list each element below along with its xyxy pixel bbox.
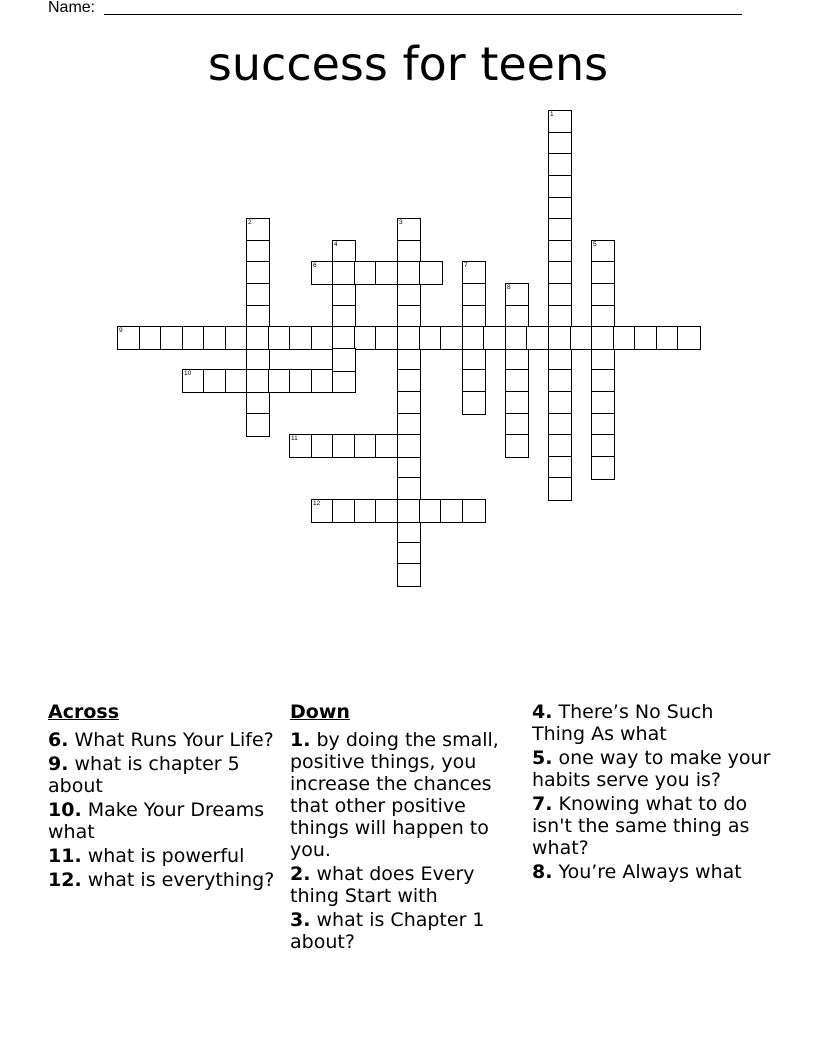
clue-item-text: what is everything? [81, 869, 275, 891]
clue-item [532, 793, 772, 859]
grid-cell[interactable] [397, 456, 421, 480]
clue-item-number: 4. [532, 701, 553, 723]
clue-number: 6 [313, 262, 317, 269]
clue-item-number: 5. [532, 747, 553, 769]
grid-cell[interactable] [397, 542, 421, 566]
clue-item [532, 747, 772, 791]
clue-item [48, 869, 280, 891]
grid-cell[interactable] [397, 413, 421, 437]
grid-cell[interactable] [332, 434, 356, 458]
grid-cell[interactable] [354, 499, 378, 523]
grid-cell[interactable] [332, 261, 356, 285]
down-heading: Down [290, 701, 350, 723]
grid-cell[interactable] [311, 261, 335, 285]
clue-item-number: 1. [290, 729, 311, 751]
clue-number: 7 [464, 262, 468, 269]
down-list-2 [532, 701, 772, 883]
grid-cell[interactable] [311, 434, 335, 458]
grid-cell[interactable] [225, 369, 249, 393]
grid-cell[interactable] [397, 240, 421, 264]
clue-item-number: 9. [48, 753, 69, 775]
grid-cell[interactable] [505, 283, 529, 307]
down-list-1 [290, 729, 522, 953]
grid-cell[interactable] [397, 326, 421, 350]
clue-item-text: Make Your Dreams what [48, 799, 265, 843]
grid-cell[interactable] [332, 283, 356, 307]
grid-cell[interactable] [462, 499, 486, 523]
grid-cell[interactable] [548, 391, 572, 415]
grid-cell[interactable] [397, 261, 421, 285]
grid-cell[interactable] [397, 520, 421, 544]
clue-item-number: 7. [532, 793, 553, 815]
clue-item [290, 863, 522, 907]
grid-cell[interactable] [548, 456, 572, 480]
grid-cell[interactable] [548, 283, 572, 307]
across-heading: Across [48, 701, 120, 723]
grid-cell[interactable] [505, 305, 529, 329]
clue-item [48, 729, 280, 751]
grid-cell[interactable] [311, 499, 335, 523]
clue-item-number: 12. [48, 869, 82, 891]
grid-cell[interactable] [375, 261, 399, 285]
grid-cell[interactable] [505, 434, 529, 458]
clue-item-number: 3. [290, 909, 311, 931]
grid-cell[interactable] [139, 326, 163, 350]
grid-cell[interactable] [397, 477, 421, 501]
grid-cell[interactable] [591, 456, 615, 480]
grid-cell[interactable] [548, 348, 572, 372]
grid-cell[interactable] [397, 218, 421, 242]
grid-cell[interactable] [332, 240, 356, 264]
grid-cell[interactable] [548, 305, 572, 329]
grid-cell[interactable] [225, 326, 249, 350]
grid-cell[interactable] [397, 348, 421, 372]
grid-cell[interactable] [203, 369, 227, 393]
grid-cell[interactable] [591, 391, 615, 415]
down-clues [290, 701, 522, 955]
clue-number: 3 [399, 219, 403, 226]
clue-item-text: what is powerful [81, 845, 245, 867]
grid-cell[interactable] [656, 326, 680, 350]
across-clues [48, 701, 280, 893]
clue-item-number: 11. [48, 845, 82, 867]
grid-cell[interactable] [332, 305, 356, 329]
clue-number: 5 [593, 241, 597, 248]
grid-cell[interactable] [397, 369, 421, 393]
clue-number: 4 [334, 241, 338, 248]
grid-cell[interactable] [526, 326, 550, 350]
grid-cell[interactable] [397, 434, 421, 458]
grid-cell[interactable] [246, 261, 270, 285]
grid-cell[interactable] [246, 391, 270, 415]
grid-cell[interactable] [289, 434, 313, 458]
clue-item-text: what is Chapter 1 about? [290, 909, 485, 953]
grid-cell[interactable] [483, 326, 507, 350]
down-clues-continued [532, 701, 772, 885]
grid-cell[interactable] [332, 369, 356, 393]
grid-cell[interactable] [548, 413, 572, 437]
grid-cell[interactable] [246, 218, 270, 242]
grid-cell[interactable] [548, 110, 572, 134]
grid-cell[interactable] [591, 283, 615, 307]
clue-item-number: 2. [290, 863, 311, 885]
grid-cell[interactable] [397, 305, 421, 329]
grid-cell[interactable] [332, 326, 356, 350]
grid-cell[interactable] [505, 413, 529, 437]
grid-cell[interactable] [548, 132, 572, 156]
grid-cell[interactable] [462, 326, 486, 350]
grid-cell[interactable] [462, 369, 486, 393]
grid-cell[interactable] [419, 499, 443, 523]
clue-item [48, 799, 280, 843]
across-list [48, 729, 280, 891]
grid-cell[interactable] [548, 477, 572, 501]
grid-cell[interactable] [375, 434, 399, 458]
grid-cell[interactable] [548, 218, 572, 242]
clue-number: 12 [313, 500, 321, 507]
grid-cell[interactable] [268, 326, 292, 350]
grid-cell[interactable] [246, 413, 270, 437]
grid-cell[interactable] [246, 240, 270, 264]
clue-item-text: Knowing what to do isn't the same thing as what? [532, 793, 750, 859]
grid-cell[interactable] [311, 369, 335, 393]
grid-cell[interactable] [117, 326, 141, 350]
grid-cell[interactable] [419, 261, 443, 285]
clue-item-number: 6. [48, 729, 69, 751]
grid-cell[interactable] [505, 326, 529, 350]
grid-cell[interactable] [440, 326, 464, 350]
grid-cell[interactable] [332, 348, 356, 372]
puzzle-title: success for teens [207, 37, 609, 91]
grid-cell[interactable] [677, 326, 701, 350]
clue-item-text: by doing the small, positive things, you increase the chances that other positive things will happen to you. [290, 729, 499, 861]
clue-item-text: What Runs Your Life? [68, 729, 274, 751]
clue-item [290, 729, 522, 861]
grid-cell[interactable] [548, 175, 572, 199]
grid-cell[interactable] [548, 261, 572, 285]
grid-cell[interactable] [354, 261, 378, 285]
grid-cell[interactable] [591, 326, 615, 350]
grid-cell[interactable] [397, 499, 421, 523]
grid-cell[interactable] [397, 563, 421, 587]
grid-cell[interactable] [311, 326, 335, 350]
grid-cell[interactable] [182, 326, 206, 350]
grid-cell[interactable] [591, 369, 615, 393]
clue-number: 10 [184, 370, 192, 377]
grid-cell[interactable] [462, 261, 486, 285]
grid-cell[interactable] [246, 283, 270, 307]
grid-cell[interactable] [591, 413, 615, 437]
grid-cell[interactable] [548, 434, 572, 458]
grid-cell[interactable] [591, 240, 615, 264]
grid-cell[interactable] [419, 326, 443, 350]
clue-item-text: one way to make your habits serve you is? [532, 747, 771, 791]
grid-cell[interactable] [548, 240, 572, 264]
grid-cell[interactable] [268, 369, 292, 393]
grid-cell[interactable] [354, 434, 378, 458]
clue-item-number: 8. [532, 861, 553, 883]
clue-number: 8 [507, 284, 511, 291]
grid-cell[interactable] [375, 499, 399, 523]
clue-item [48, 845, 280, 867]
clue-item-text: what is chapter 5 about [48, 753, 240, 797]
grid-cell[interactable] [462, 283, 486, 307]
grid-cell[interactable] [375, 326, 399, 350]
grid-cell[interactable] [548, 197, 572, 221]
clue-number: 2 [248, 219, 252, 226]
grid-cell[interactable] [548, 153, 572, 177]
grid-cell[interactable] [462, 305, 486, 329]
clue-number: 1 [550, 111, 554, 118]
grid-cell[interactable] [182, 369, 206, 393]
grid-cell[interactable] [246, 369, 270, 393]
grid-cell[interactable] [246, 326, 270, 350]
grid-cell[interactable] [462, 348, 486, 372]
clue-item [290, 909, 522, 953]
grid-cell[interactable] [203, 326, 227, 350]
clue-item [532, 701, 772, 745]
grid-cell[interactable] [548, 369, 572, 393]
grid-cell[interactable] [570, 326, 594, 350]
grid-cell[interactable] [634, 326, 658, 350]
grid-cell[interactable] [160, 326, 184, 350]
grid-cell[interactable] [289, 369, 313, 393]
grid-cell[interactable] [591, 261, 615, 285]
grid-cell[interactable] [591, 305, 615, 329]
grid-cell[interactable] [354, 326, 378, 350]
grid-cell[interactable] [591, 348, 615, 372]
grid-cell[interactable] [246, 305, 270, 329]
grid-cell[interactable] [397, 391, 421, 415]
grid-cell[interactable] [548, 326, 572, 350]
grid-cell[interactable] [289, 326, 313, 350]
clue-item-number: 10. [48, 799, 82, 821]
grid-cell[interactable] [591, 434, 615, 458]
clue-item-text: what does Every thing Start with [290, 863, 475, 907]
grid-cell[interactable] [613, 326, 637, 350]
grid-cell[interactable] [246, 348, 270, 372]
clue-item-text: You’re Always what [552, 861, 742, 883]
clue-item [532, 861, 772, 883]
grid-cell[interactable] [462, 391, 486, 415]
clue-number: 9 [119, 327, 123, 334]
grid-cell[interactable] [332, 499, 356, 523]
clue-number: 11 [291, 435, 298, 442]
grid-cell[interactable] [505, 348, 529, 372]
clue-item-text: There’s No Such Thing As what [532, 701, 714, 745]
grid-cell[interactable] [397, 283, 421, 307]
grid-cell[interactable] [505, 391, 529, 415]
grid-cell[interactable] [505, 369, 529, 393]
name-label: Name: [48, 0, 96, 16]
clue-item [48, 753, 280, 797]
grid-cell[interactable] [440, 499, 464, 523]
